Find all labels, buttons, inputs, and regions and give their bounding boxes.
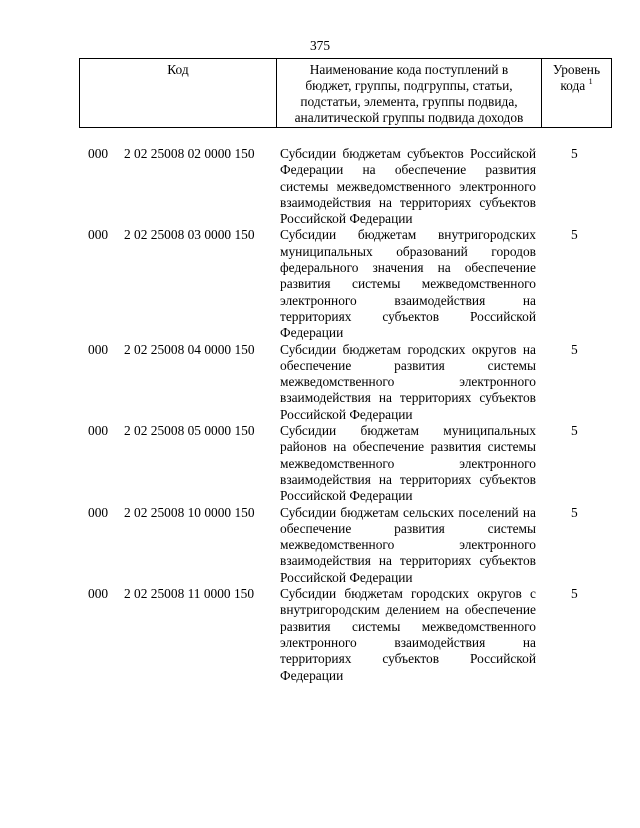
revenue-code: 2 02 25008 04 0000 150 (124, 341, 255, 357)
table-row (0, 227, 640, 341)
header-name-line: бюджет, группы, подгруппы, статьи, (305, 78, 513, 93)
header-name-line: подстатьи, элемента, группы подвида, (300, 94, 518, 109)
code-prefix: 000 (88, 227, 109, 243)
code-level: 5 (571, 504, 578, 520)
code-level: 5 (571, 586, 578, 602)
table-row (0, 586, 640, 684)
code-prefix: 000 (88, 146, 109, 161)
revenue-code: 2 02 25008 11 0000 150 (124, 586, 255, 602)
code-level: 5 (571, 423, 578, 439)
header-code: Код (80, 59, 277, 127)
header-level-line: Уровень (552, 62, 601, 77)
header-name-line: Наименование кода поступлений в (309, 62, 509, 77)
page-number: 375 (309, 38, 331, 53)
header-level-line (542, 78, 611, 94)
revenue-name: Субсидии бюджетам муниципальных районов на обеспечение развития системы межведомственного электронного взаимодействия на территориях субъектов Российской Федерации (280, 423, 536, 504)
code-prefix: 000 (88, 504, 109, 520)
header-level-word: кода (560, 78, 586, 93)
revenue-name: Субсидии бюджетам субъектов Российской Федерации на обеспечение развития системы межведомственного электронного взаимодействия на территориях субъектов Российской Федерации (280, 146, 536, 227)
header-level (542, 59, 611, 127)
table-row (0, 342, 640, 423)
code-level: 5 (571, 146, 578, 161)
header-name (277, 59, 542, 127)
revenue-code: 2 02 25008 02 0000 150 (124, 146, 255, 161)
table-row (0, 505, 640, 586)
table-row (0, 423, 640, 504)
revenue-code: 2 02 25008 10 0000 150 (124, 504, 255, 520)
code-level: 5 (571, 341, 578, 357)
code-prefix: 000 (88, 586, 109, 602)
code-level: 5 (571, 227, 578, 243)
revenue-name: Субсидии бюджетам сельских поселений на обеспечение развития системы межведомственного электронного взаимодействия на территориях субъектов Российской Федерации (280, 504, 536, 585)
header-name-line: аналитической группы подвида доходов (294, 110, 524, 125)
revenue-code: 2 02 25008 05 0000 150 (124, 423, 255, 439)
footnote-marker: 1 (588, 77, 593, 86)
table-row (0, 146, 640, 227)
revenue-name: Субсидии бюджетам городских округов с внутригородским делением на обеспечение развития системы межведомственного электронного взаимодействия на территориях субъектов Российской Федерации (280, 586, 536, 683)
code-prefix: 000 (88, 423, 109, 439)
table-header (79, 58, 612, 128)
code-prefix: 000 (88, 341, 109, 357)
revenue-code: 2 02 25008 03 0000 150 (124, 227, 255, 243)
revenue-name: Субсидии бюджетам внутригородских муниципальных образований городов федерального значения на обеспечение развития системы межведомственного электронного взаимодействия на территориях субъектов Российской Федерации (280, 227, 536, 341)
table-body (0, 146, 640, 684)
revenue-name: Субсидии бюджетам городских округов на обеспечение развития системы межведомственного электронного взаимодействия на территориях субъектов Российской Федерации (280, 341, 536, 422)
